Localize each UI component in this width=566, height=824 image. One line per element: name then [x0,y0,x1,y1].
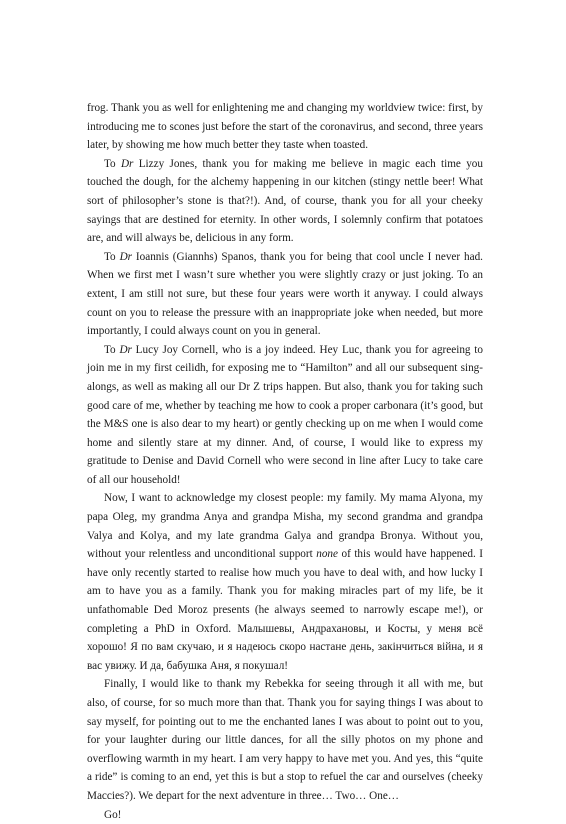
text-run: To [104,343,120,356]
text-run: Lizzy Jones, thank you for making me believe in magic each time you touched the dough, for the alchemy happening in our kitchen (stingy nettle beer! What sort of philosopher’s stone is that?!). And, of course, thank you for all your cheeky sayings that are destined for eternity. In other words, I solemnly confirm that potatoes are, and will always be, delicious in any form. [87,157,483,245]
text-run: To [104,250,120,263]
text-run: Ioannis (Giannhs) Spanos, thank you for being that cool uncle I never had. When we first met I wasn’t sure whether you were slightly crazy or just joking. To an extent, I am still not sure, but these four years were worth it anyway. I could always count on you to release the pressure with an inappropriate joke when needed, but more importantly, I could always count on you in general. [87,250,483,338]
emphasis-text: Dr [120,157,134,170]
text-run: Finally, I would like to thank my Rebekka for seeing through it all with me, but also, of course, for so much more than that. Thank you for saying things I was about to say myself, for pointing out to me the enchanted lanes I was about to point out to you, for your laughter during our little dances, for all the silly photos on my phone and overflowing warmth in my heart. I am very happy to have met you. And yes, this “quite a ride” is coming to an end, yet this is but a stop to refuel the car and ourselves (cheeky Maccies?). We depart for the next adventure in three… Two… One… [87,678,483,802]
acknowledgements-page [87,99,483,824]
paragraph [87,99,483,155]
text-run: To [104,157,121,170]
text-run: of this would have happened. I have only recently started to realise how much you have to deal with, and how lucky I am to have you as a family. Thank you for making miracles part of my life, be it unfathomable Ded Moroz presents (he always seemed to narrowly escape me!), or completing a PhD in Oxford. Малышевы, Андрахановы, и Косты, у меня всё хорошо! Я по вам скучаю, и я надеюсь скоро настане день, закінчиться війна, и я вас увижу. И да, бабушка Аня, я покушал! [87,548,483,672]
emphasis-text: Dr [119,343,132,356]
emphasis-text: Dr [119,250,132,263]
text-run: frog. Thank you as well for enlightening me and changing my worldview twice: first, by introducing me to scones just before the start of the coronavirus, and second, three years later, by showing me how much better they taste when toasted. [87,102,483,152]
paragraph [87,489,483,675]
paragraph [87,341,483,490]
text-run: Lucy Joy Cornell, who is a joy indeed. Hey Luc, thank you for agreeing to join me in my first ceilidh, for exposing me to “Hamilton” and all our subsequent sing-alongs, as well as making all our Dr Z trips happen. But also, thank you for taking such good care of me, whether by teaching me how to cook a proper carbonara (it’s good, but the M&S one is also dear to my heart) or gently checking up on me when I would come home and silently stare at my dinner. And, of course, I would like to express my gratitude to Denise and David Cornell who were second in line after Lucy to take care of all our household! [87,343,483,486]
emphasis-text: none [316,548,338,561]
paragraph [87,806,483,824]
paragraph [87,248,483,341]
paragraph [87,155,483,248]
paragraph [87,675,483,805]
text-run: Go! [104,808,122,821]
text-run: Now, I want to acknowledge my closest people: my family. My mama Alyona, my papa Oleg, my grandma Anya and grandpa Misha, my second grandma and grandpa Valya and Kolya, and my late grandma Galya and grandpa Bronya. Without you, without your relentless and unconditional support [87,492,483,561]
